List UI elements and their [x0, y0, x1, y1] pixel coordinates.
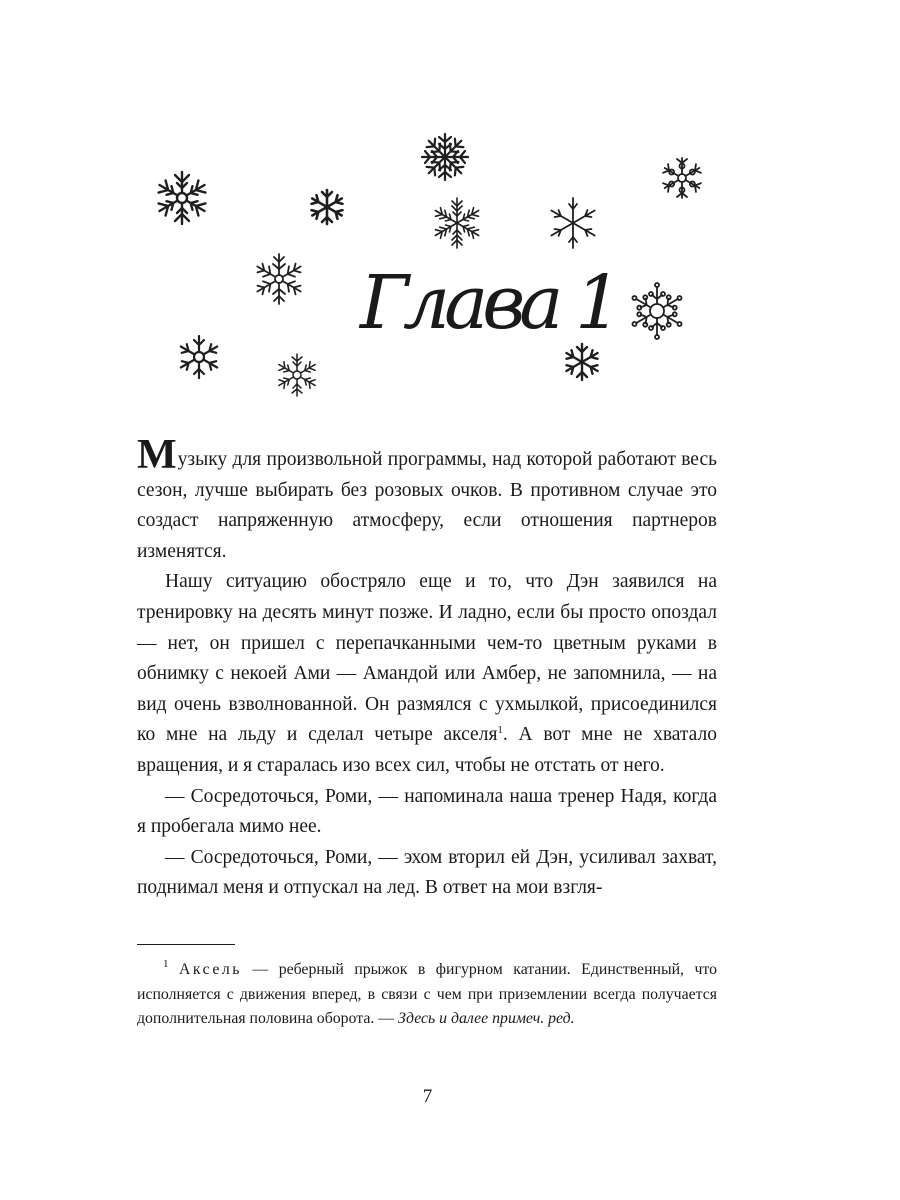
footnote-divider [137, 944, 235, 945]
snowflake-icon [546, 196, 600, 250]
paragraph-text: Нашу ситуацию обостряло еще и то, что Дэн заявился на тренировку на десять минут позже. И ладно, если бы просто опоздал — нет, он пришел с перепачканными чем-то цветным руками в обнимку с некоей Ами — Амандой или Амбер, не запомнила, — на вид очень взволнованной. Он размялся с ухмылкой, присоединился ко мне на льду и сделал четыре акселя [137, 571, 717, 746]
paragraph [137, 567, 717, 781]
snowflake-icon [420, 132, 470, 182]
editor-note: Здесь и далее примеч. ред. [397, 1010, 575, 1027]
footnote [137, 958, 717, 1032]
footnote-term: Аксель [178, 961, 242, 978]
footnote-mark: 1 [163, 958, 169, 970]
snowflake-icon [562, 342, 602, 382]
dialogue-line: — Сосредоточься, Роми, — напоминала наша тренер Надя, когда я пробегала мимо нее. [137, 785, 717, 838]
paragraph [137, 432, 717, 567]
chapter-title [358, 240, 617, 360]
snowflake-icon [252, 252, 306, 306]
paragraph-text: . А вот мне не хватало вращения, и я старалась изо всех сил, чтобы не отстать от него. [137, 724, 717, 776]
snowflake-icon [152, 168, 212, 228]
snowflake-icon [176, 334, 222, 380]
page-number: 7 [422, 1086, 433, 1107]
chapter-title-text: Глава 1 [360, 260, 617, 346]
snowflake-icon [660, 156, 704, 200]
dialogue-line: — Сосредоточься, Роми, — эхом вторил ей Дэн, усиливал захват, поднимал меня и отпускал на лед. В ответ на мои взгля- [137, 846, 717, 899]
snowflake-icon [274, 352, 320, 398]
footnote-text: — реберный прыжок в фигурном катании. Единственный, что исполняется с движения вперед, в связи с чем при приземлении всегда получается дополнительная половина оборота. — [137, 961, 717, 1027]
snowflake-icon [308, 188, 346, 226]
drop-cap: М [137, 432, 177, 478]
footnote-reference[interactable]: 1 [497, 724, 503, 737]
snowflake-icon [628, 282, 686, 340]
body-text [137, 432, 717, 904]
paragraph-text: узыку для произвольной программы, над которой работают весь сезон, лучше выбирать без розовых очков. В противном случае это создаст напряженную атмосферу, если отношения партнеров изменятся. [137, 449, 717, 562]
